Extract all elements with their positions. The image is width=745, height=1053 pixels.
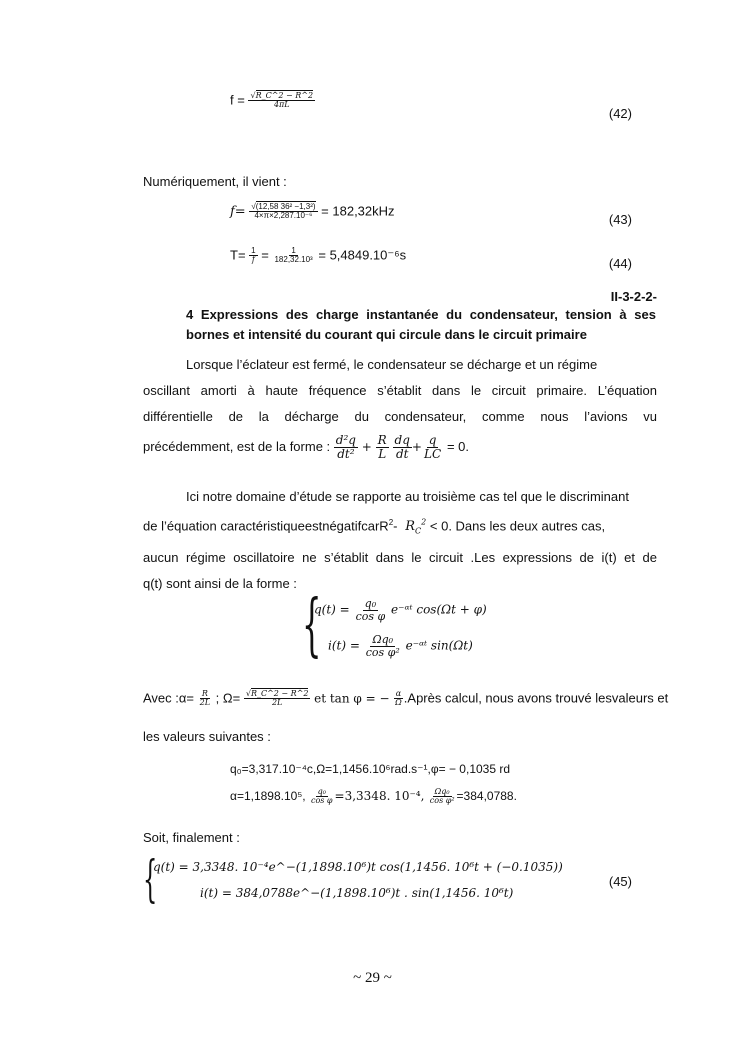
equation-system-1: { q(t) = $\frac{\text{q₀}}{\text{cos φ}}$ e⁻ᵅᵗ cos(Ωt + φ) i(t) = $\frac{\text{Ωq₀}}{\text{cos φ²}}$ e⁻ᵅᵗ sin(Ωt)	[302, 586, 487, 665]
values-line-1: q₀=3,317.10⁻⁴c,Ω=1,1456.10⁶rad.s⁻¹,φ= − 0,1035 rd	[230, 762, 511, 776]
values-line-2: α=1,1898.10⁵, $\frac{\text{q₀}}{\text{cos φ}}$ =3,3348. 10⁻⁴, $\frac{\text{Ωq₀}}{\text{cos φ²}}$ =384,0788.	[230, 787, 517, 806]
eq45-number: (45)	[608, 874, 632, 889]
eq43-lhs: f=	[230, 204, 246, 220]
eq44-number: (44)	[608, 256, 632, 271]
eq43-fraction: $\frac{\text{√(12,58 36² −1,3²)}}{\text{4×π×2,287.10⁻⁶}}$	[251, 202, 316, 221]
left-brace: {	[302, 586, 322, 665]
eq42-fraction: $\frac{√R\_C\^{}2 - R\^{}2}{4\pi L}$	[250, 91, 314, 110]
eq42-number: (42)	[608, 106, 632, 121]
eq42-lhs: f =	[230, 92, 245, 108]
q-lhs: q(t) =	[314, 602, 350, 617]
q-rhs: e⁻ᵅᵗ cos(Ωt + φ)	[391, 602, 487, 617]
finally-label: Soit, finalement :	[143, 830, 240, 845]
avec-line: Avec :α= $\frac{R}{2L}$ ; Ω= $\frac{√R\_C\^{}2 - R\^{}2}{2L}$ et tan φ = − $\frac{\alpha}{\Omega}$ .Après calcul, nous avons trouvé lesvaleurs et	[143, 689, 669, 708]
eq45-brace: {	[143, 850, 158, 908]
eq43-number: (43)	[608, 212, 632, 227]
paragraph-2: Ici notre domaine d’étude se rapporte au troisième cas tel que le discriminant de l’équation caractéristiqueestnégatifcarR$^2$- $R_C^2 < 0$. Dans les deux autres cas, aucun régime oscillatoire ne s’établit dans le circuit .Les expressions de i(t) et de q(t) sont ainsi de la forme :	[143, 489, 657, 591]
eq44-lhs: T=	[230, 247, 246, 263]
numerically-intro: Numériquement, il vient :	[143, 174, 287, 189]
eq45-q-line: q(t) = 3,3348. 10⁻⁴e^−(1,1898.10⁶)t cos(1,1456. 10⁶t + (−0.1035))	[153, 860, 563, 874]
eq43-denominator: 4×π×2,287.10⁻⁶	[254, 211, 313, 221]
equation-45	[143, 850, 603, 908]
equation-43	[230, 203, 395, 221]
eq44-result: = 5,4849.10⁻⁶s	[318, 247, 407, 263]
eq43-result: = 182,32kHz	[321, 203, 395, 219]
avec-line-2: les valeurs suivantes :	[143, 729, 271, 744]
i-lhs: i(t) =	[328, 638, 360, 653]
i-rhs: e⁻ᵅᵗ sin(Ωt)	[405, 638, 473, 653]
section-number: II-3-2-2-	[610, 289, 657, 304]
eq42-radicand: R_C^2 − R^2	[255, 91, 314, 100]
eq45-i-line: i(t) = 384,0788e^−(1,1898.10⁶)t . sin(1,1456. 10⁶t)	[200, 886, 514, 900]
eq43-radicand: (12,58 36² −1,3²)	[255, 202, 316, 211]
page-number: ~ 29 ~	[353, 970, 392, 986]
equation-42	[230, 92, 315, 110]
equation-44: T= $\frac{1}{f}$ = $\frac{1}{\text{182,32.10³}}$ = 5,4849.10⁻⁶s	[230, 246, 407, 265]
differential-equation: $\frac{\text{d²q}}{\text{dt²}}$ + $\frac{R}{L}$ $\frac{dq}{dt}$ + $\frac{q}{LC}$	[335, 433, 442, 461]
paragraph-1: Lorsque l’éclateur est fermé, le condensateur se décharge et un régime oscillant amorti à haute fréquence s’établit dans le circuit primaire. L’équation différentielle de la décharge du condensateur, comme nous l’avions vu précédemment, est de la forme : $\frac{\text{d²q}}{\text{dt²}}$ + $\frac{R}{L}$ $\frac{dq}{dt}$ + $\frac{q}{LC}$ = 0.	[143, 357, 657, 461]
section-title: 4 Expressions des charge instantanée du condensateur, tension à ses bornes et intensité du courant qui circule dans le circuit primaire	[186, 307, 656, 342]
eq42-denominator: 4πL	[273, 100, 290, 110]
